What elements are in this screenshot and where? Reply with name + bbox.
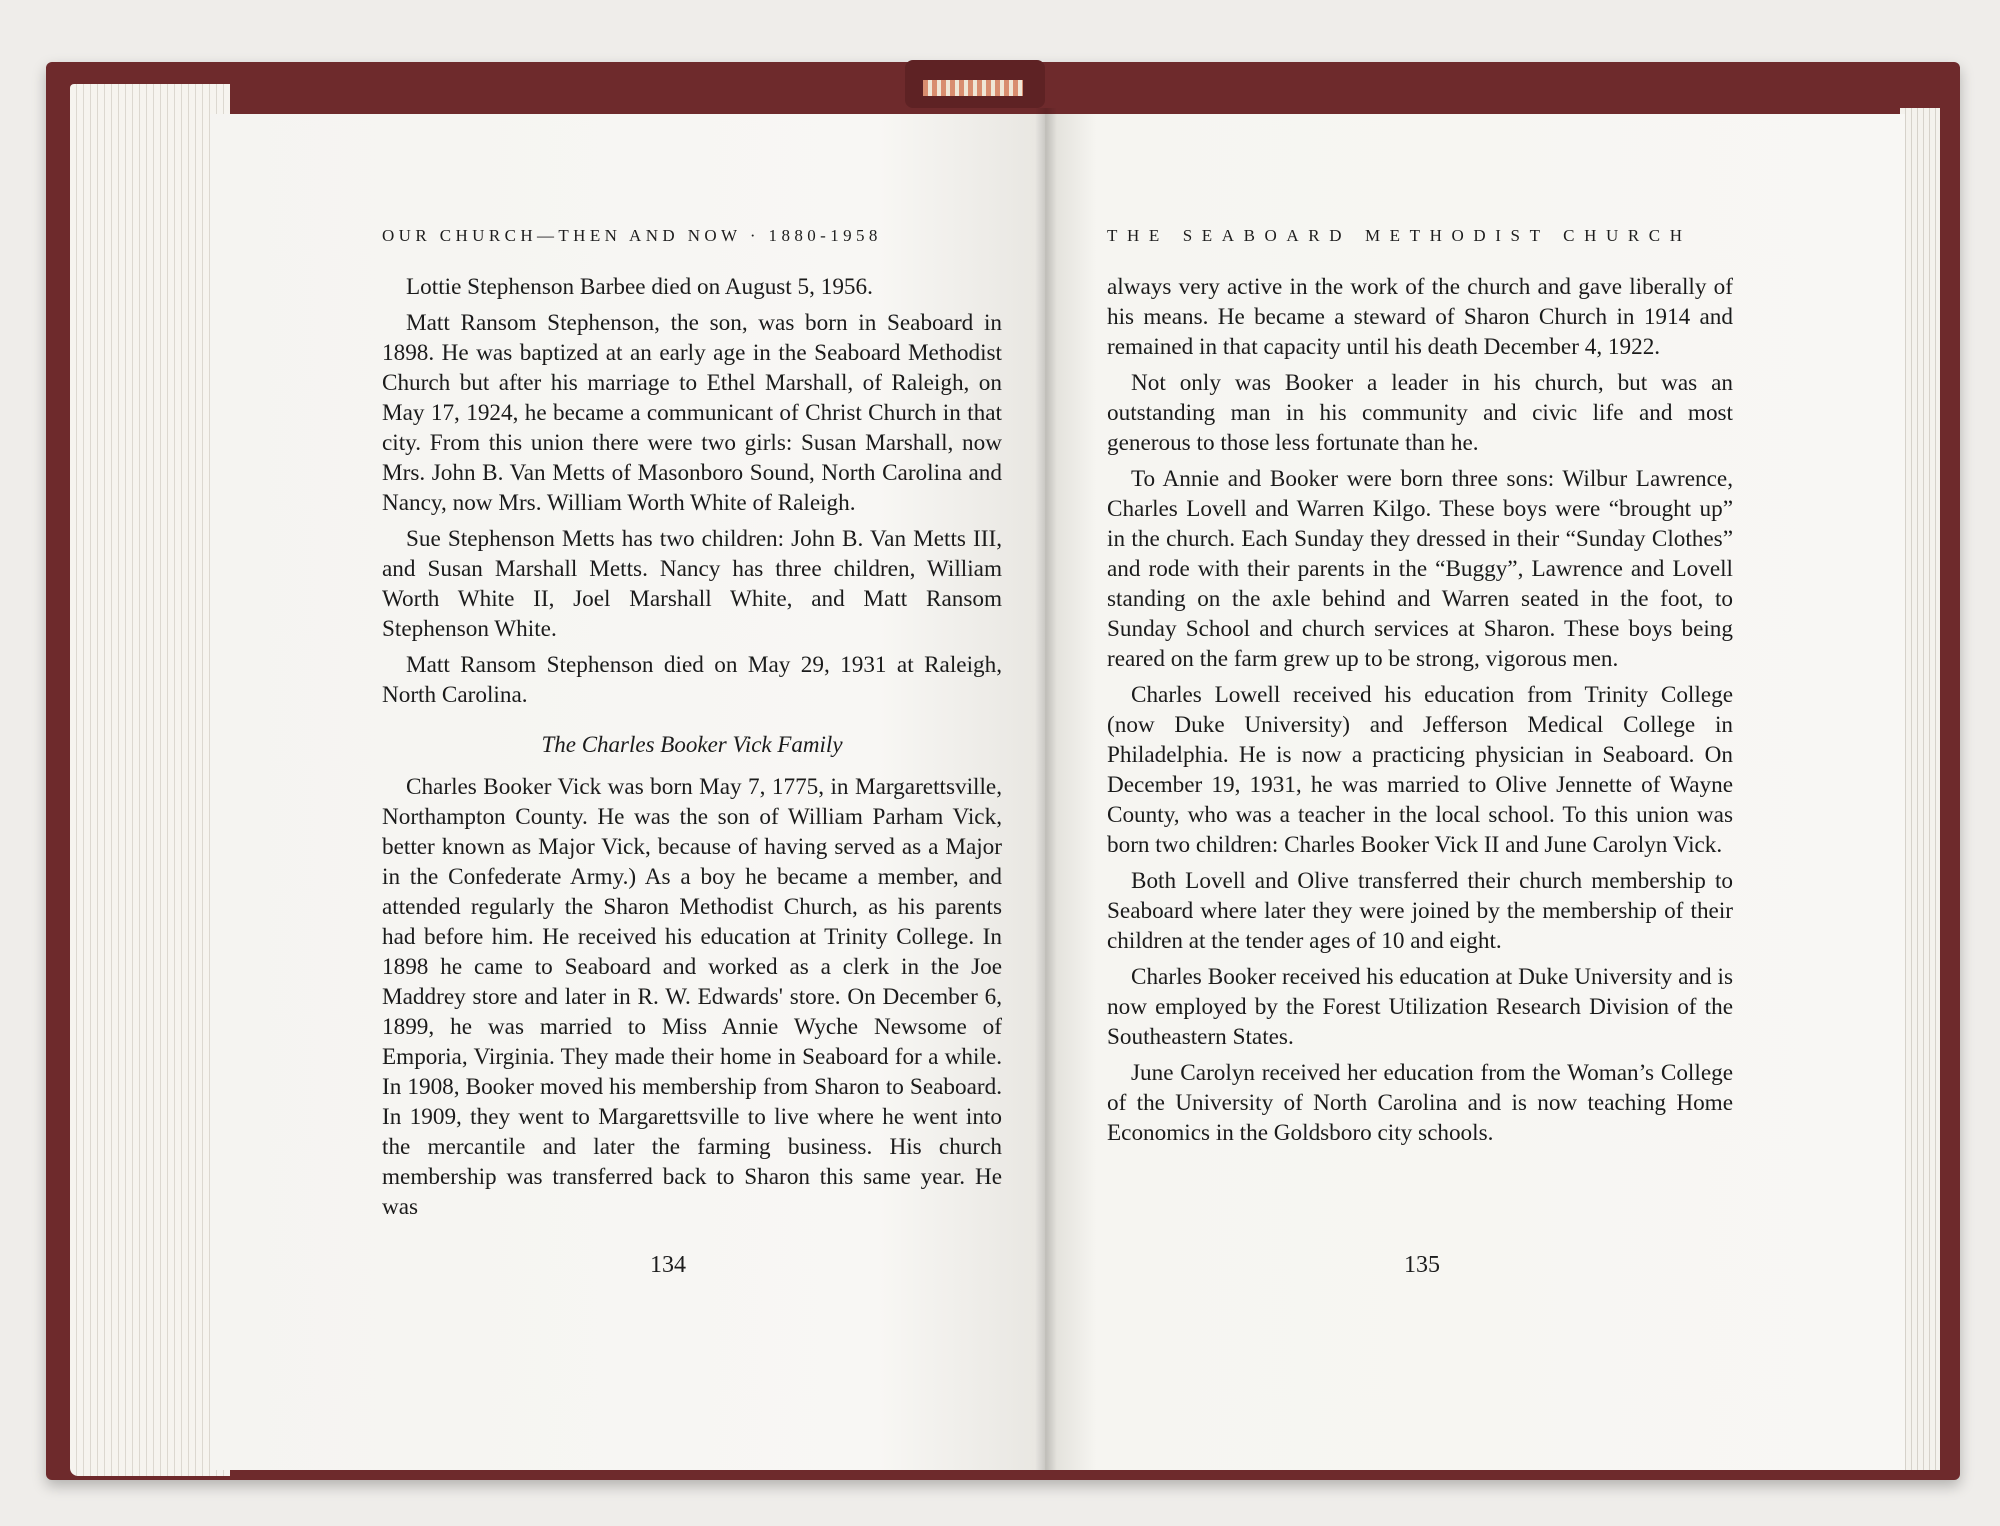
right-page-number: 135 [1404,1252,1440,1278]
book-gutter [1035,108,1057,1470]
section-heading: The Charles Booker Vick Family [541,732,843,757]
right-page-text [1107,272,1733,1154]
right-running-head: THE SEABOARD METHODIST CHURCH [1107,226,1692,245]
paragraph: Not only was Booker a leader in his church, but was an outstanding man in his community and civic life and most generous to those less fortunate than he. [1107,370,1733,456]
left-running-head: OUR CHURCH—THEN AND NOW · 1880-1958 [382,226,882,245]
left-page-text [382,272,1002,1228]
paragraph: June Carolyn received her education from the Woman’s College of the University of North Carolina and is now teaching Home Economics in the Goldsboro city schools. [1107,1060,1733,1146]
paragraph: Charles Lowell received his education from Trinity College (now Duke University) and Jefferson Medical College in Philadelphia. He is now a practicing physician in Seaboard. On December 19, 1931, he was married to Olive Jennette of Wayne County, who was a teacher in the local school. To this union was born two children: Charles Booker Vick II and June Carolyn Vick. [1107,682,1733,858]
paragraph: To Annie and Booker were born three sons: Wilbur Lawrence, Charles Lovell and Warren Kilgo. These boys were “brought up” in the church. Each Sunday they dressed in their “Sunday Clothes” and rode with their parents in the “Buggy”, Lawrence and Lovell standing on the axle behind and Warren seated in the foot, to Sunday School and church services at Sharon. These boys being reared on the farm grew up to be strong, vigorous men. [1107,466,1733,672]
paragraph: Both Lovell and Olive transferred their church membership to Seaboard where later they were joined by the membership of their children at the tender ages of 10 and eight. [1107,868,1733,954]
spine-headband [905,60,1045,108]
right-page-edges [1900,108,1940,1470]
paragraph: Matt Ransom Stephenson died on May 29, 1931 at Raleigh, North Carolina. [382,652,1002,708]
paragraph: Charles Booker Vick was born May 7, 1775, in Margarettsville, Northampton County. He was the son of William Parham Vick, better known as Major Vick, because of having served as a Major in the Confederate Army.) As a boy he became a member, and attended regularly the Sharon Methodist Church, as his parents had before him. He received his education at Trinity College. In 1898 he came to Seaboard and worked as a clerk in the Joe Maddrey store and later in R. W. Edwards' store. On December 6, 1899, he was married to Miss Annie Wyche Newsome of Emporia, Virginia. They made their home in Seaboard for a while. In 1908, Booker moved his membership from Sharon to Seaboard. In 1909, they went to Margarettsville to live where he went into the mercantile and later the farming business. His church membership was transferred back to Sharon this same year. He was [382,774,1002,1220]
paragraph: Lottie Stephenson Barbee died on August 5, 1956. [406,274,873,300]
left-page-edges [70,84,230,1476]
paragraph: Matt Ransom Stephenson, the son, was born in Seaboard in 1898. He was baptized at an early age in the Seaboard Methodist Church but after his marriage to Ethel Marshall, of Raleigh, on May 17, 1924, he became a communicant of Christ Church in that city. From this union there were two girls: Susan Marshall, now Mrs. John B. Van Metts of Masonboro Sound, North Carolina and Nancy, now Mrs. William Worth White of Raleigh. [382,310,1002,516]
paragraph: Charles Booker received his education at Duke University and is now employed by the Forest Utilization Research Division of the Southeastern States. [1107,964,1733,1050]
paragraph: Sue Stephenson Metts has two children: John B. Van Metts III, and Susan Marshall Metts. Nancy has three children, William Worth White II, Joel Marshall White, and Matt Ransom Stephenson White. [382,526,1002,642]
left-page-number: 134 [650,1252,686,1278]
continuation-paragraph: always very active in the work of the church and gave liberally of his means. He became a steward of Sharon Church in 1914 and remained in that capacity until his death December 4, 1922. [1107,274,1733,360]
headband-stripe [923,80,1023,96]
